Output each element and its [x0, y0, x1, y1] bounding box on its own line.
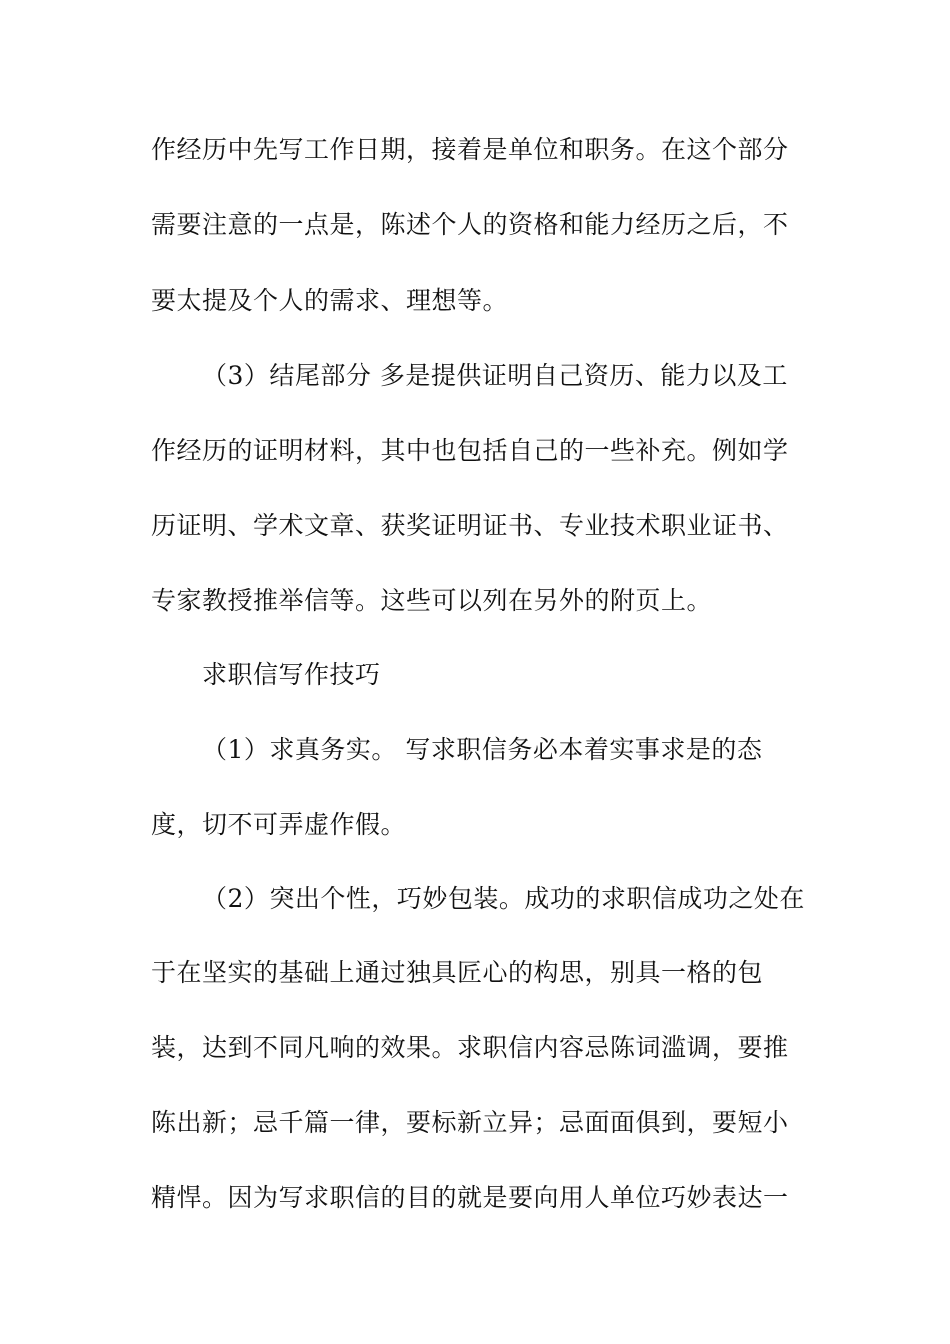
- text-line: 装，达到不同凡响的效果。求职信内容忌陈词滥调，要推: [151, 1033, 789, 1062]
- text-line: 陈出新；忌千篇一律，要标新立异；忌面面俱到，要短小: [151, 1108, 789, 1137]
- text-line: 于在坚实的基础上通过独具匠心的构思，别具一格的包: [151, 958, 764, 987]
- paragraph-first-line: （3）结尾部分 多是提供证明自己资历、能力以及工: [202, 361, 788, 390]
- text-line: 作经历的证明材料，其中也包括自己的一些补充。例如学: [151, 436, 789, 465]
- text-line: 历证明、学术文章、获奖证明证书、专业技术职业证书、: [151, 511, 789, 540]
- paragraph-first-line: （2）突出个性，巧妙包装。成功的求职信成功之处在: [202, 884, 805, 913]
- text-line: 度，切不可弄虚作假。: [151, 810, 407, 839]
- paragraph-first-line: （1）求真务实。 写求职信务必本着实事求是的态: [202, 735, 763, 764]
- section-heading: 求职信写作技巧: [202, 660, 381, 689]
- text-line: 专家教授推举信等。这些可以列在另外的附页上。: [151, 586, 713, 615]
- text-line: 要太提及个人的需求、理想等。: [151, 286, 509, 315]
- text-line: 精悍。因为写求职信的目的就是要向用人单位巧妙表达一: [151, 1183, 789, 1212]
- text-line: 需要注意的一点是，陈述个人的资格和能力经历之后，不: [151, 210, 789, 239]
- text-line: 作经历中先写工作日期，接着是单位和职务。在这个部分: [151, 135, 789, 164]
